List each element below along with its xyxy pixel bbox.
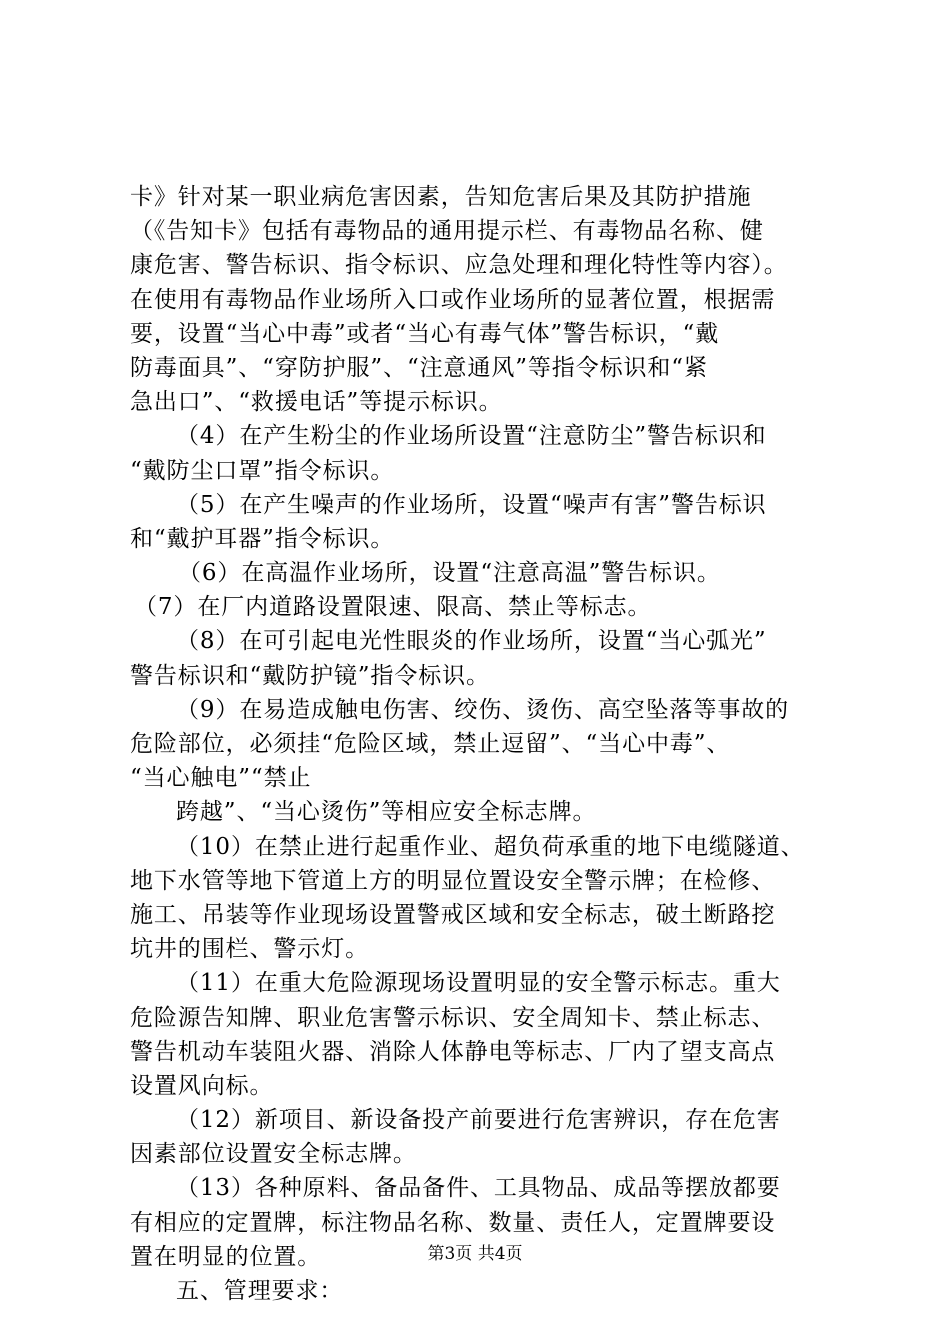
text-line: “戴防尘口罩”指令标识。 bbox=[130, 457, 395, 484]
text-line: 防毒面具”、“穿防护服”、“注意通风”等指令标识和“紧 bbox=[130, 354, 708, 381]
page-indicator: 第3页 共4页 bbox=[427, 1244, 523, 1264]
text-line: 警告机动车装阻火器、消除人体静电等标志、厂内了望支高点 bbox=[130, 1038, 776, 1065]
text-line: （8）在可引起电光性眼炎的作业场所，设置“当心弧光” bbox=[176, 628, 767, 655]
page-footer bbox=[0, 1243, 950, 1265]
text-line: 设置风向标。 bbox=[130, 1072, 274, 1099]
text-line: 坑井的围栏、警示灯。 bbox=[130, 936, 369, 963]
text-line: 因素部位设置安全标志牌。 bbox=[130, 1141, 417, 1168]
text-line: 置在明显的位置。 bbox=[130, 1243, 322, 1270]
text-line: （12）新项目、新设备投产前要进行危害辨识，存在危害 bbox=[176, 1107, 781, 1134]
text-line: 地下水管等地下管道上方的明显位置设安全警示牌；在检修、 bbox=[130, 867, 776, 894]
text-line: 卡》针对某一职业病危害因素，告知危害后果及其防护措施 bbox=[130, 184, 752, 210]
text-line: “当心触电”“禁止 bbox=[130, 765, 312, 792]
text-line: 急出口”、“救援电话”等提示标识。 bbox=[130, 389, 503, 416]
text-line: （10）在禁止进行起重作业、超负荷承重的地下电缆隧道、 bbox=[176, 833, 805, 860]
text-line: （13）各种原料、备品备件、工具物品、成品等摆放都要 bbox=[176, 1175, 781, 1202]
text-line: （4）在产生粉尘的作业场所设置“注意防尘”警告标识和 bbox=[176, 423, 767, 450]
text-line: 跨越”、“当心烫伤”等相应安全标志牌。 bbox=[176, 799, 597, 826]
text-line: 施工、吊装等作业现场设置警戒区域和安全标志，破土断路挖 bbox=[130, 901, 776, 928]
text-line: （9）在易造成触电伤害、绞伤、烫伤、高空坠落等事故的 bbox=[176, 696, 790, 723]
text-line: 要，设置“当心中毒”或者“当心有毒气体”警告标识，“戴 bbox=[130, 320, 720, 347]
text-line: 有相应的定置牌，标注物品名称、数量、责任人，定置牌要设 bbox=[130, 1209, 776, 1236]
text-line: 和“戴护耳器”指令标识。 bbox=[130, 525, 395, 552]
text-line: 在使用有毒物品作业场所入口或作业场所的显著位置，根据需 bbox=[130, 286, 776, 313]
document-body bbox=[130, 180, 830, 1308]
text-line: （7）在厂内道路设置限速、限高、禁止等标志。 bbox=[134, 594, 652, 621]
text-line: 警告标识和“戴防护镜”指令标识。 bbox=[130, 662, 490, 689]
section-heading: 五、管理要求： bbox=[176, 1278, 344, 1304]
text-line: （《告知卡》包括有毒物品的通用提示栏、有毒物品名称、健 bbox=[130, 218, 764, 245]
text-line: 康危害、警告标识、指令标识、应急处理和理化特性等内容）。 bbox=[130, 252, 788, 279]
text-line: 危险部位，必须挂“危险区域，禁止逗留”、“当心中毒”、 bbox=[130, 731, 731, 757]
text-line: 危险源告知牌、职业危害警示标识、安全周知卡、禁止标志、 bbox=[130, 1004, 776, 1031]
text-line: （6）在高温作业场所，设置“注意高温”警告标识。 bbox=[178, 560, 721, 587]
text-line: （11）在重大危险源现场设置明显的安全警示标志。重大 bbox=[176, 970, 781, 997]
text-line: （5）在产生噪声的作业场所，设置“噪声有害”警告标识 bbox=[176, 491, 767, 518]
